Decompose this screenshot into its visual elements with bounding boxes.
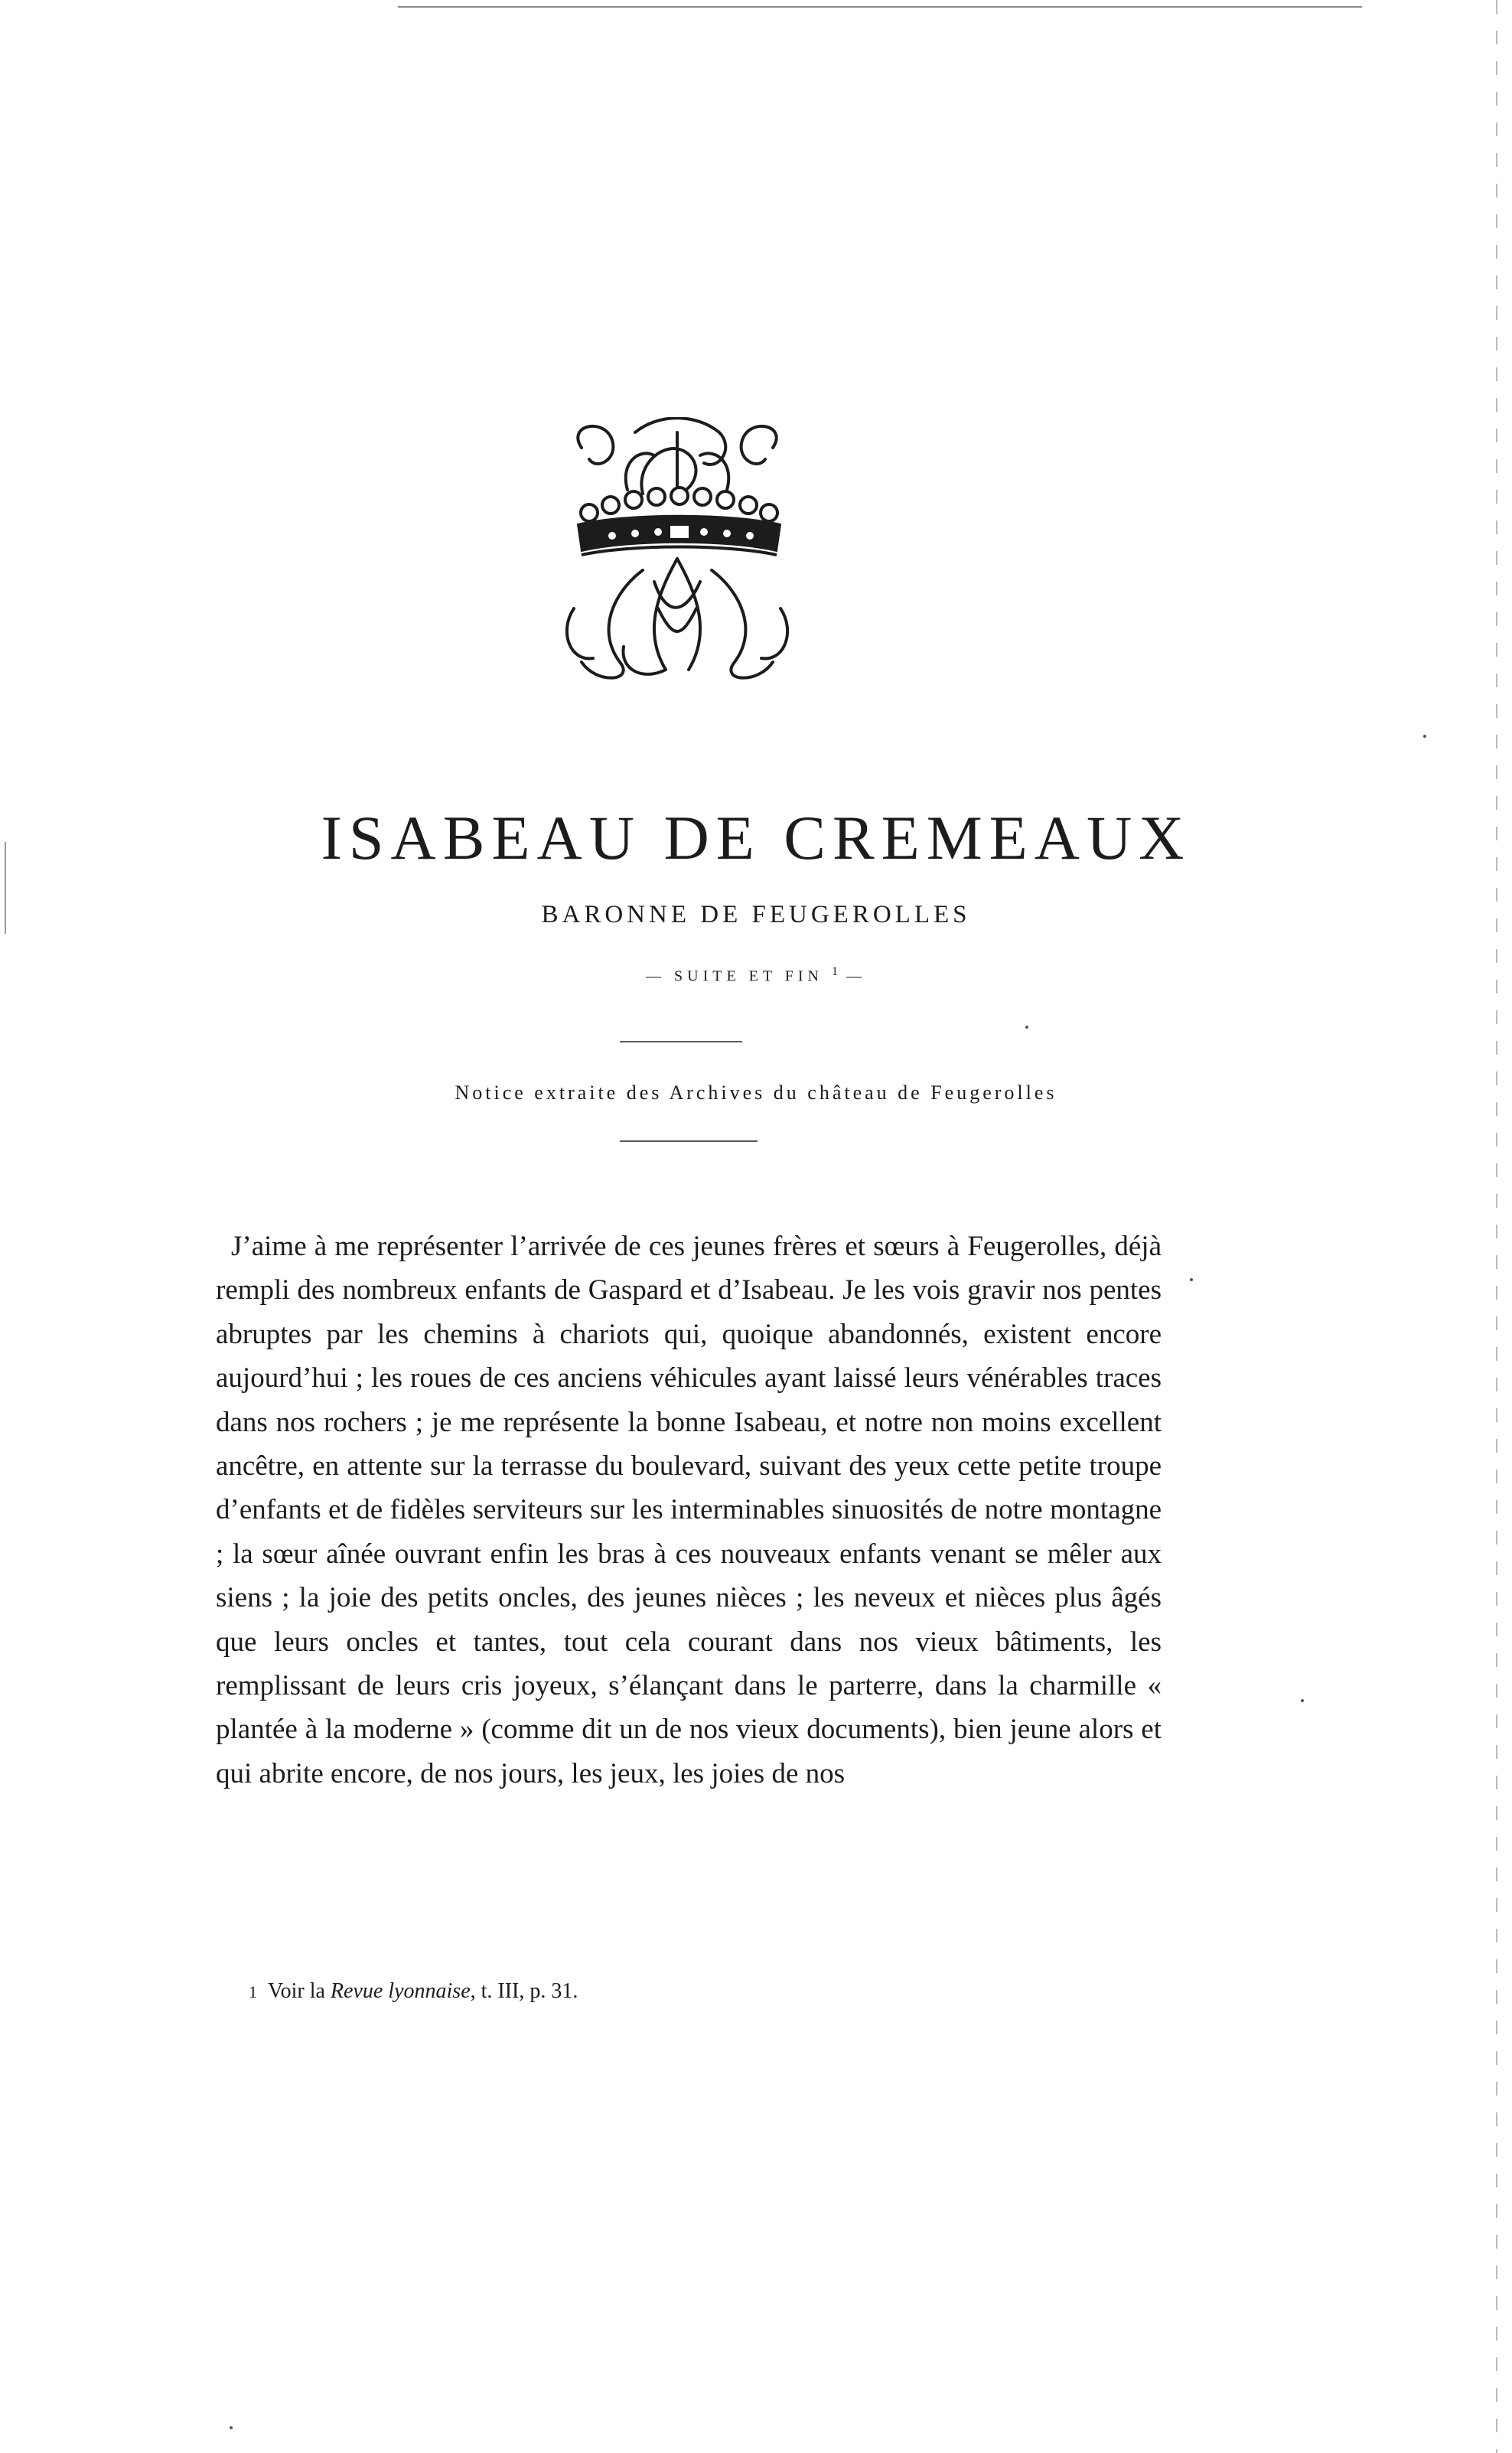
continuation-label: — SUITE ET FIN <box>646 967 823 985</box>
page-title: ISABEAU DE CREMEAUX <box>321 803 1191 873</box>
crowned-monogram-icon <box>551 417 803 685</box>
ink-speck <box>230 2426 233 2429</box>
page-edge-marks <box>1496 0 1497 2453</box>
footnote-ref: 1 <box>249 1982 257 2001</box>
ink-speck <box>1025 1026 1028 1029</box>
footnote-journal: Revue lyonnaise <box>330 1979 471 2003</box>
continuation-dash: — <box>846 967 866 985</box>
footnote <box>249 1978 1167 2006</box>
body-paragraph: J’aime à me représenter l’arrivée de ces jeunes frères et sœurs à Feugerolles, déjà rempli des nombreux enfants de Gaspard et d’Isabeau. Je les vois gravir nos pentes abruptes par les chemins à chariots qui, quoique abandonnés, existent encore aujourd’hui ; les roues de ces anciens véhicules ayant laissé leurs vénérables traces dans nos rochers ; je me représente la bonne Isabeau, et notre non moins excellent ancêtre, en attente sur la terrasse du boulevard, suivant des yeux cette petite troupe d’enfants et de fidèles serviteurs sur les interminables sinuosités de notre montagne ; la sœur aînée ouvrant enfin les bras à ces nouveaux enfants venant se mêler aux siens ; la joie des petits oncles, des jeunes nièces ; les neveux et nièces plus âgés que leurs oncles et tantes, tout cela courant dans nos vieux bâtiments, les remplissant de leurs cris joyeux, s’élançant dans le parterre, dans la charmille « plantée à la moderne » (comme dit un de nos vieux documents), bien jeune alors et qui abrite encore, de nos jours, les jeux, les joies de nos <box>216 1231 1162 1789</box>
footnote-text-before: Voir la <box>268 1979 325 2003</box>
page-subtitle: BARONNE DE FEUGEROLLES <box>541 901 971 928</box>
ink-speck <box>1301 1699 1304 1702</box>
footnote-marker: 1 <box>831 965 838 978</box>
divider-rule <box>620 1041 742 1042</box>
footnote-text-after: , t. III, p. 31. <box>470 1979 578 2003</box>
top-rule <box>398 6 1362 8</box>
notice-line: Notice extraite des Archives du château de Feugerolles <box>455 1081 1057 1104</box>
divider-rule <box>620 1140 758 1142</box>
ink-speck <box>1423 735 1426 738</box>
ink-speck <box>1190 1278 1193 1281</box>
continuation-line <box>0 961 1512 988</box>
